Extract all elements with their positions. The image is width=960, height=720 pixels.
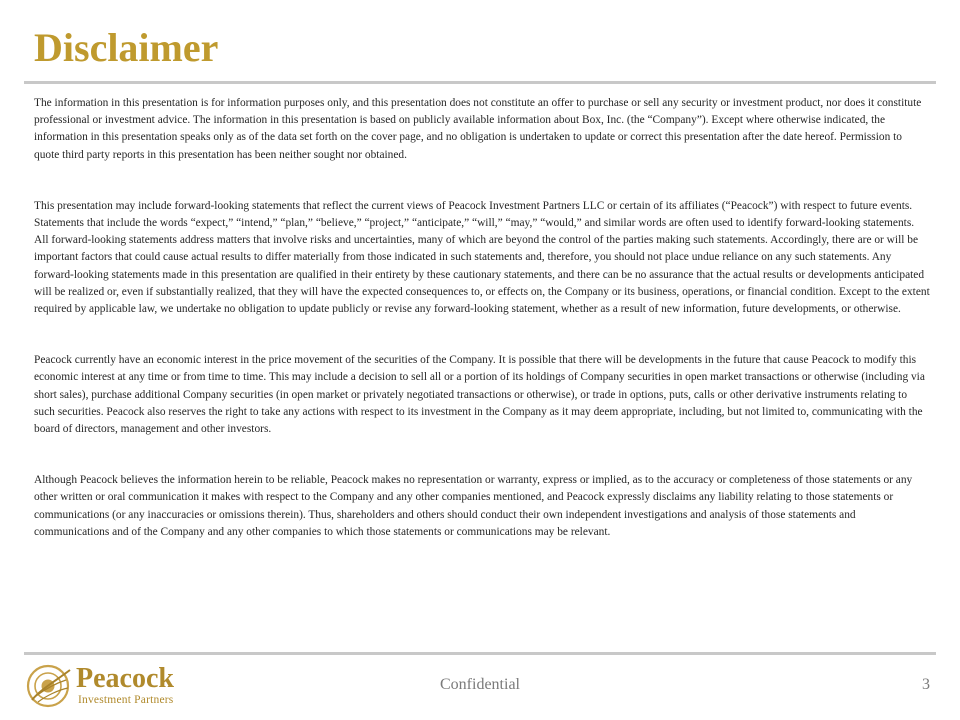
peacock-feather-icon <box>24 660 76 712</box>
logo-wordmark: Peacock <box>76 663 174 694</box>
disclaimer-body <box>34 95 930 541</box>
footer-divider <box>24 652 936 655</box>
disclaimer-paragraph-purpose: The information in this presentation is for information purposes only, and this presentation does not constitute an offer to purchase or sell any security or investment product, nor does it constitute professional or investment advice. The information in this presentation is based on publicly available information about Box, Inc. (the “Company”). Except where otherwise indicated, the information in this presentation speaks only as of the data set forth on the cover page, and no obligation is undertaken to update or correct this presentation after the date hereof. Permission to quote third party reports in this presentation has been neither sought nor obtained. <box>34 97 922 161</box>
company-logo <box>24 660 204 712</box>
title-divider <box>24 81 936 84</box>
page-title: Disclaimer <box>34 25 219 70</box>
logo-tagline: Investment Partners <box>78 694 174 706</box>
disclaimer-paragraph-reliability: Although Peacock believes the information herein to be reliable, Peacock makes no representation or warranty, express or implied, as to the accuracy or completeness of those statements or any other written or oral communication it makes with respect to the Company and any other companies mentioned, and Peacock expressly disclaims any liability relating to those statements or communications (or any inaccuracies or omissions therein). Thus, shareholders and others should conduct their own independent investigations and analysis of those statements and communications and of the Company and any other companies to which those statements or communications may be relevant. <box>34 474 913 538</box>
confidential-label: Confidential <box>440 676 520 693</box>
disclaimer-paragraph-forward-looking: This presentation may include forward-looking statements that reflect the current views of Peacock Investment Partners LLC or certain of its affiliates (“Peacock”) with respect to future events. Statements that include the words “expect,” “intend,” “plan,” “believe,” “project,” “anticipate,” “will,” “may,” “would,” and similar words are often used to identify forward-looking statements. All forward-looking statements address matters that involve risks and uncertainties, many of which are beyond the control of the parties making such statements. Accordingly, there are or will be important factors that could cause actual results to differ materially from those indicated in such statements and, therefore, you should not place undue reliance on any such statements. Any forward-looking statements made in this presentation are qualified in their entirety by these cautionary statements, and there can be no assurance that the actual results or developments anticipated will be realized or, even if substantially realized, that they will have the expected consequences to, or effects on, the Company or its business, operations, or financial condition. Except to the extent required by applicable law, we undertake no obligation to update publicly or revise any forward-looking statement, whether as a result of new information, future developments, or otherwise. <box>34 199 930 316</box>
disclaimer-paragraph-economic-interest: Peacock currently have an economic interest in the price movement of the securities of the Company. It is possible that there will be developments in the future that cause Peacock to modify this economic interest at any time or from time to time. This may include a decision to sell all or a portion of its holdings of Company securities in open market transactions or otherwise (including via short sales), purchase additional Company securities (in open market or privately negotiated transactions or otherwise), or trade in options, puts, calls or other derivative instruments relating to such securities. Peacock also reserves the right to take any actions with respect to its investment in the Company as it may deem appropriate, including, but not limited to, communicating with the board of directors, management and other investors. <box>34 354 925 436</box>
page-number: 3 <box>922 676 930 693</box>
